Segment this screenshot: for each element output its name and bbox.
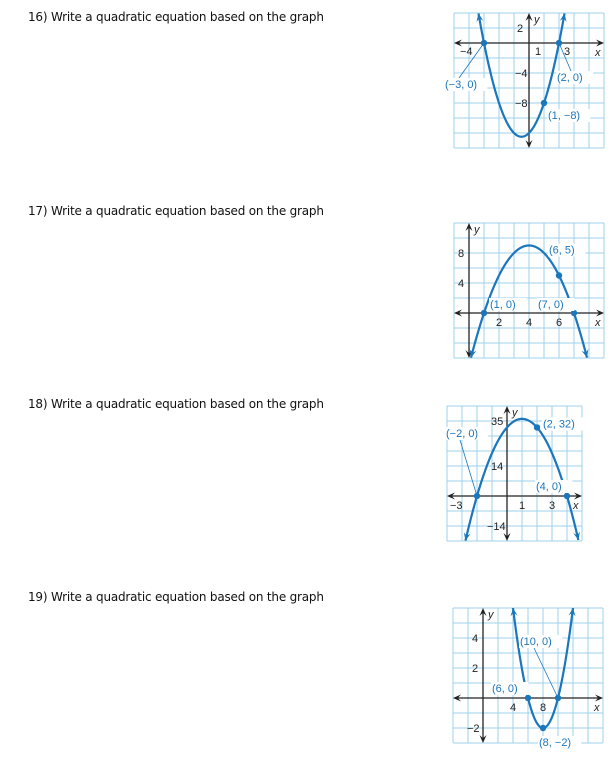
- question-19: 19) Write a quadratic equation based on the graph: [28, 590, 324, 604]
- x-tick-label: 8: [540, 702, 547, 714]
- x-axis-label: x: [573, 500, 579, 512]
- x-tick-label: 6: [556, 317, 563, 329]
- x-tick-label: 1: [535, 46, 542, 58]
- x-axis-label: x: [594, 702, 600, 714]
- y-axis-label: y: [474, 224, 480, 236]
- point-label: (4, 0): [536, 481, 562, 493]
- data-point: [556, 272, 562, 278]
- y-tick-label: −2: [467, 723, 480, 735]
- x-tick-label: 4: [526, 317, 533, 329]
- data-point: [540, 725, 546, 731]
- point-label: (1, −8): [548, 110, 581, 122]
- y-tick-label: −14: [487, 521, 506, 533]
- y-tick-label: 35: [491, 416, 504, 428]
- x-tick-label: −4: [460, 46, 473, 58]
- x-axis-label: x: [595, 47, 601, 59]
- x-tick-label: 3: [564, 46, 571, 58]
- question-17: 17) Write a quadratic equation based on the graph: [28, 204, 324, 218]
- leader-line: [460, 440, 477, 496]
- x-axis-label: x: [595, 317, 601, 329]
- data-point: [564, 493, 570, 499]
- y-axis-label: y: [534, 14, 540, 26]
- point-label: (6, 5): [549, 244, 575, 257]
- y-tick-label: −8: [515, 98, 528, 110]
- point-label: (−2, 0): [446, 428, 479, 440]
- graph-19: [453, 608, 603, 749]
- point-label: (6, 0): [492, 683, 518, 695]
- y-tick-label: 2: [517, 23, 524, 35]
- graph-18: [447, 406, 582, 541]
- point-label: (−3, 0): [445, 79, 478, 91]
- data-point: [525, 695, 531, 701]
- y-tick-label: 2: [472, 663, 479, 675]
- data-point: [481, 310, 487, 316]
- y-tick-label: 8: [458, 248, 465, 260]
- point-label: (2, 0): [557, 72, 583, 84]
- y-tick-label: −4: [515, 68, 528, 80]
- point-label: (10, 0): [520, 636, 552, 648]
- x-tick-label: 4: [510, 702, 517, 714]
- point-label: (1, 0): [490, 299, 516, 311]
- graph-16: [445, 13, 604, 148]
- y-tick-label: 14: [491, 461, 504, 473]
- y-axis-label: y: [488, 609, 494, 621]
- point-label: (2, 32): [543, 418, 575, 431]
- x-tick-label: 2: [496, 317, 503, 329]
- x-tick-label: 1: [519, 500, 526, 512]
- x-tick-label: 3: [549, 500, 556, 512]
- y-tick-label: 4: [472, 633, 479, 645]
- leader-line: [534, 648, 558, 698]
- point-label: (7, 0): [538, 299, 564, 311]
- data-point: [534, 424, 540, 430]
- y-tick-label: 4: [458, 278, 465, 290]
- x-tick-label: −3: [450, 500, 463, 512]
- question-16: 16) Write a quadratic equation based on the graph: [28, 10, 324, 24]
- point-label: (8, −2): [539, 737, 572, 749]
- y-axis-label: y: [512, 407, 518, 419]
- data-point: [541, 100, 547, 106]
- graph-17: [454, 223, 604, 358]
- question-18: 18) Write a quadratic equation based on the graph: [28, 397, 324, 411]
